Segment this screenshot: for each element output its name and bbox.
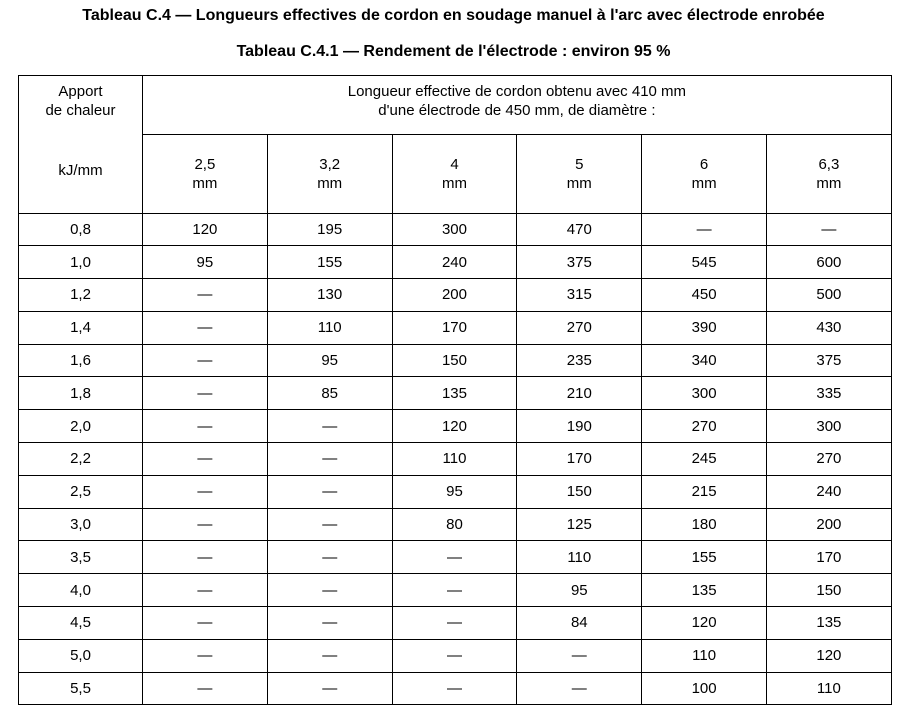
cell-apport: 2,5	[19, 475, 143, 508]
cell-length: —	[517, 672, 642, 705]
cell-apport: 5,0	[19, 639, 143, 672]
cell-length: 300	[392, 213, 517, 246]
cell-length: 85	[267, 377, 392, 410]
cell-length: 155	[642, 541, 767, 574]
cell-length: —	[392, 574, 517, 607]
cell-length: —	[267, 574, 392, 607]
cell-apport: 2,2	[19, 443, 143, 476]
cell-length: —	[267, 541, 392, 574]
cell-length: 110	[517, 541, 642, 574]
cell-length: 110	[267, 311, 392, 344]
cell-apport: 2,0	[19, 410, 143, 443]
header-unit-kj-mm: kJ/mm	[19, 135, 143, 214]
cell-length: 125	[517, 508, 642, 541]
diameter-value: 4	[450, 155, 459, 173]
cell-length: 120	[766, 639, 891, 672]
header-span-line2: d'une électrode de 450 mm, de diamètre :	[378, 102, 656, 119]
cell-length: 100	[642, 672, 767, 705]
table-row	[19, 344, 892, 377]
cell-apport: 1,2	[19, 279, 143, 312]
header-diameter	[766, 135, 891, 214]
cell-length: 135	[642, 574, 767, 607]
cell-length: 80	[392, 508, 517, 541]
diameter-unit: mm	[816, 174, 842, 192]
table-row	[19, 541, 892, 574]
cell-length: —	[392, 607, 517, 640]
cell-length: —	[143, 377, 268, 410]
cell-length: 95	[267, 344, 392, 377]
cell-length: 120	[143, 213, 268, 246]
table-row	[19, 574, 892, 607]
cell-length: 110	[766, 672, 891, 705]
cell-length: 235	[517, 344, 642, 377]
cell-length: 135	[766, 607, 891, 640]
cell-length: 245	[642, 443, 767, 476]
cell-length: —	[517, 639, 642, 672]
cell-length: 155	[267, 246, 392, 279]
cell-length: —	[267, 672, 392, 705]
header-diameter	[392, 135, 517, 214]
diameter-unit: mm	[441, 174, 467, 192]
table-row	[19, 607, 892, 640]
table-row	[19, 443, 892, 476]
cell-length: —	[143, 344, 268, 377]
cell-length: 240	[392, 246, 517, 279]
diameter-value: 6	[699, 155, 709, 173]
cell-length: 130	[267, 279, 392, 312]
cell-length: —	[143, 574, 268, 607]
table-subtitle: Tableau C.4.1 — Rendement de l'électrode : environ 95 %	[236, 43, 671, 60]
cell-apport: 3,5	[19, 541, 143, 574]
cell-length: 300	[642, 377, 767, 410]
cell-length: —	[267, 607, 392, 640]
cell-length: 95	[143, 246, 268, 279]
cell-length: —	[143, 475, 268, 508]
cell-length: 390	[642, 311, 767, 344]
cell-length: 315	[517, 279, 642, 312]
cell-length: —	[392, 541, 517, 574]
header-diameter	[267, 135, 392, 214]
cell-length: 375	[517, 246, 642, 279]
cell-length: 120	[392, 410, 517, 443]
table-row	[19, 246, 892, 279]
table-row	[19, 475, 892, 508]
cell-length: 180	[642, 508, 767, 541]
cell-apport: 1,4	[19, 311, 143, 344]
table-title: Tableau C.4 — Longueurs effectives de cordon en soudage manuel à l'arc avec électrode enrobée	[82, 7, 825, 24]
cell-length: —	[766, 213, 891, 246]
cell-length: 450	[642, 279, 767, 312]
cell-length: 200	[392, 279, 517, 312]
cell-length: 110	[392, 443, 517, 476]
cell-apport: 0,8	[19, 213, 143, 246]
cell-length: 430	[766, 311, 891, 344]
cell-length: 600	[766, 246, 891, 279]
cell-length: —	[267, 475, 392, 508]
cell-length: —	[143, 279, 268, 312]
cell-length: 375	[766, 344, 891, 377]
cell-length: 84	[517, 607, 642, 640]
cell-length: 335	[766, 377, 891, 410]
header-diameter	[143, 135, 268, 214]
diameter-value: 2,5	[194, 155, 216, 173]
table-row	[19, 672, 892, 705]
cell-length: 135	[392, 377, 517, 410]
cell-length: 500	[766, 279, 891, 312]
cell-length: 190	[517, 410, 642, 443]
cell-apport: 1,0	[19, 246, 143, 279]
cell-length: —	[267, 508, 392, 541]
header-apport-line1: Apport	[58, 83, 103, 100]
cell-length: 300	[766, 410, 891, 443]
header-apport-line2: de chaleur	[45, 102, 116, 119]
diameter-value: 3,2	[319, 155, 341, 173]
cell-length: 270	[642, 410, 767, 443]
weld-length-table	[18, 75, 892, 705]
cell-length: —	[143, 541, 268, 574]
cell-length: 200	[766, 508, 891, 541]
cell-length: 150	[517, 475, 642, 508]
cell-length: —	[267, 443, 392, 476]
table-row	[19, 213, 892, 246]
cell-length: —	[267, 639, 392, 672]
cell-apport: 5,5	[19, 672, 143, 705]
cell-length: —	[143, 508, 268, 541]
cell-apport: 1,8	[19, 377, 143, 410]
table-row	[19, 639, 892, 672]
table-row	[19, 311, 892, 344]
header-apport-de-chaleur	[19, 76, 143, 135]
table-row	[19, 279, 892, 312]
cell-length: 545	[642, 246, 767, 279]
cell-length: 95	[517, 574, 642, 607]
cell-length: 270	[766, 443, 891, 476]
table-row	[19, 508, 892, 541]
cell-apport: 3,0	[19, 508, 143, 541]
cell-length: 240	[766, 475, 891, 508]
diameter-unit: mm	[192, 174, 218, 192]
header-diameter	[642, 135, 767, 214]
cell-length: 170	[392, 311, 517, 344]
diameter-unit: mm	[691, 174, 717, 192]
diameter-unit: mm	[317, 174, 343, 192]
cell-apport: 1,6	[19, 344, 143, 377]
diameter-unit: mm	[566, 174, 592, 192]
table-row	[19, 410, 892, 443]
cell-length: 170	[766, 541, 891, 574]
cell-length: 215	[642, 475, 767, 508]
cell-length: —	[143, 607, 268, 640]
table-body	[19, 213, 892, 705]
cell-length: 195	[267, 213, 392, 246]
cell-length: 210	[517, 377, 642, 410]
diameter-value: 5	[575, 155, 584, 173]
table-row	[19, 377, 892, 410]
cell-length: —	[392, 639, 517, 672]
cell-length: 120	[642, 607, 767, 640]
cell-length: 470	[517, 213, 642, 246]
cell-length: —	[143, 311, 268, 344]
cell-length: —	[267, 410, 392, 443]
cell-length: 150	[392, 344, 517, 377]
cell-length: —	[642, 213, 767, 246]
cell-length: 110	[642, 639, 767, 672]
header-span-line1: Longueur effective de cordon obtenu avec 410 mm	[347, 83, 687, 100]
cell-length: 150	[766, 574, 891, 607]
cell-length: —	[143, 639, 268, 672]
cell-length: 170	[517, 443, 642, 476]
cell-length: —	[143, 410, 268, 443]
cell-apport: 4,0	[19, 574, 143, 607]
cell-length: —	[392, 672, 517, 705]
header-diameter	[517, 135, 642, 214]
cell-length: 270	[517, 311, 642, 344]
diameter-value: 6,3	[818, 155, 840, 173]
cell-length: —	[143, 672, 268, 705]
cell-length: —	[143, 443, 268, 476]
cell-length: 340	[642, 344, 767, 377]
cell-apport: 4,5	[19, 607, 143, 640]
header-longueur-effective	[143, 76, 892, 135]
cell-length: 95	[392, 475, 517, 508]
